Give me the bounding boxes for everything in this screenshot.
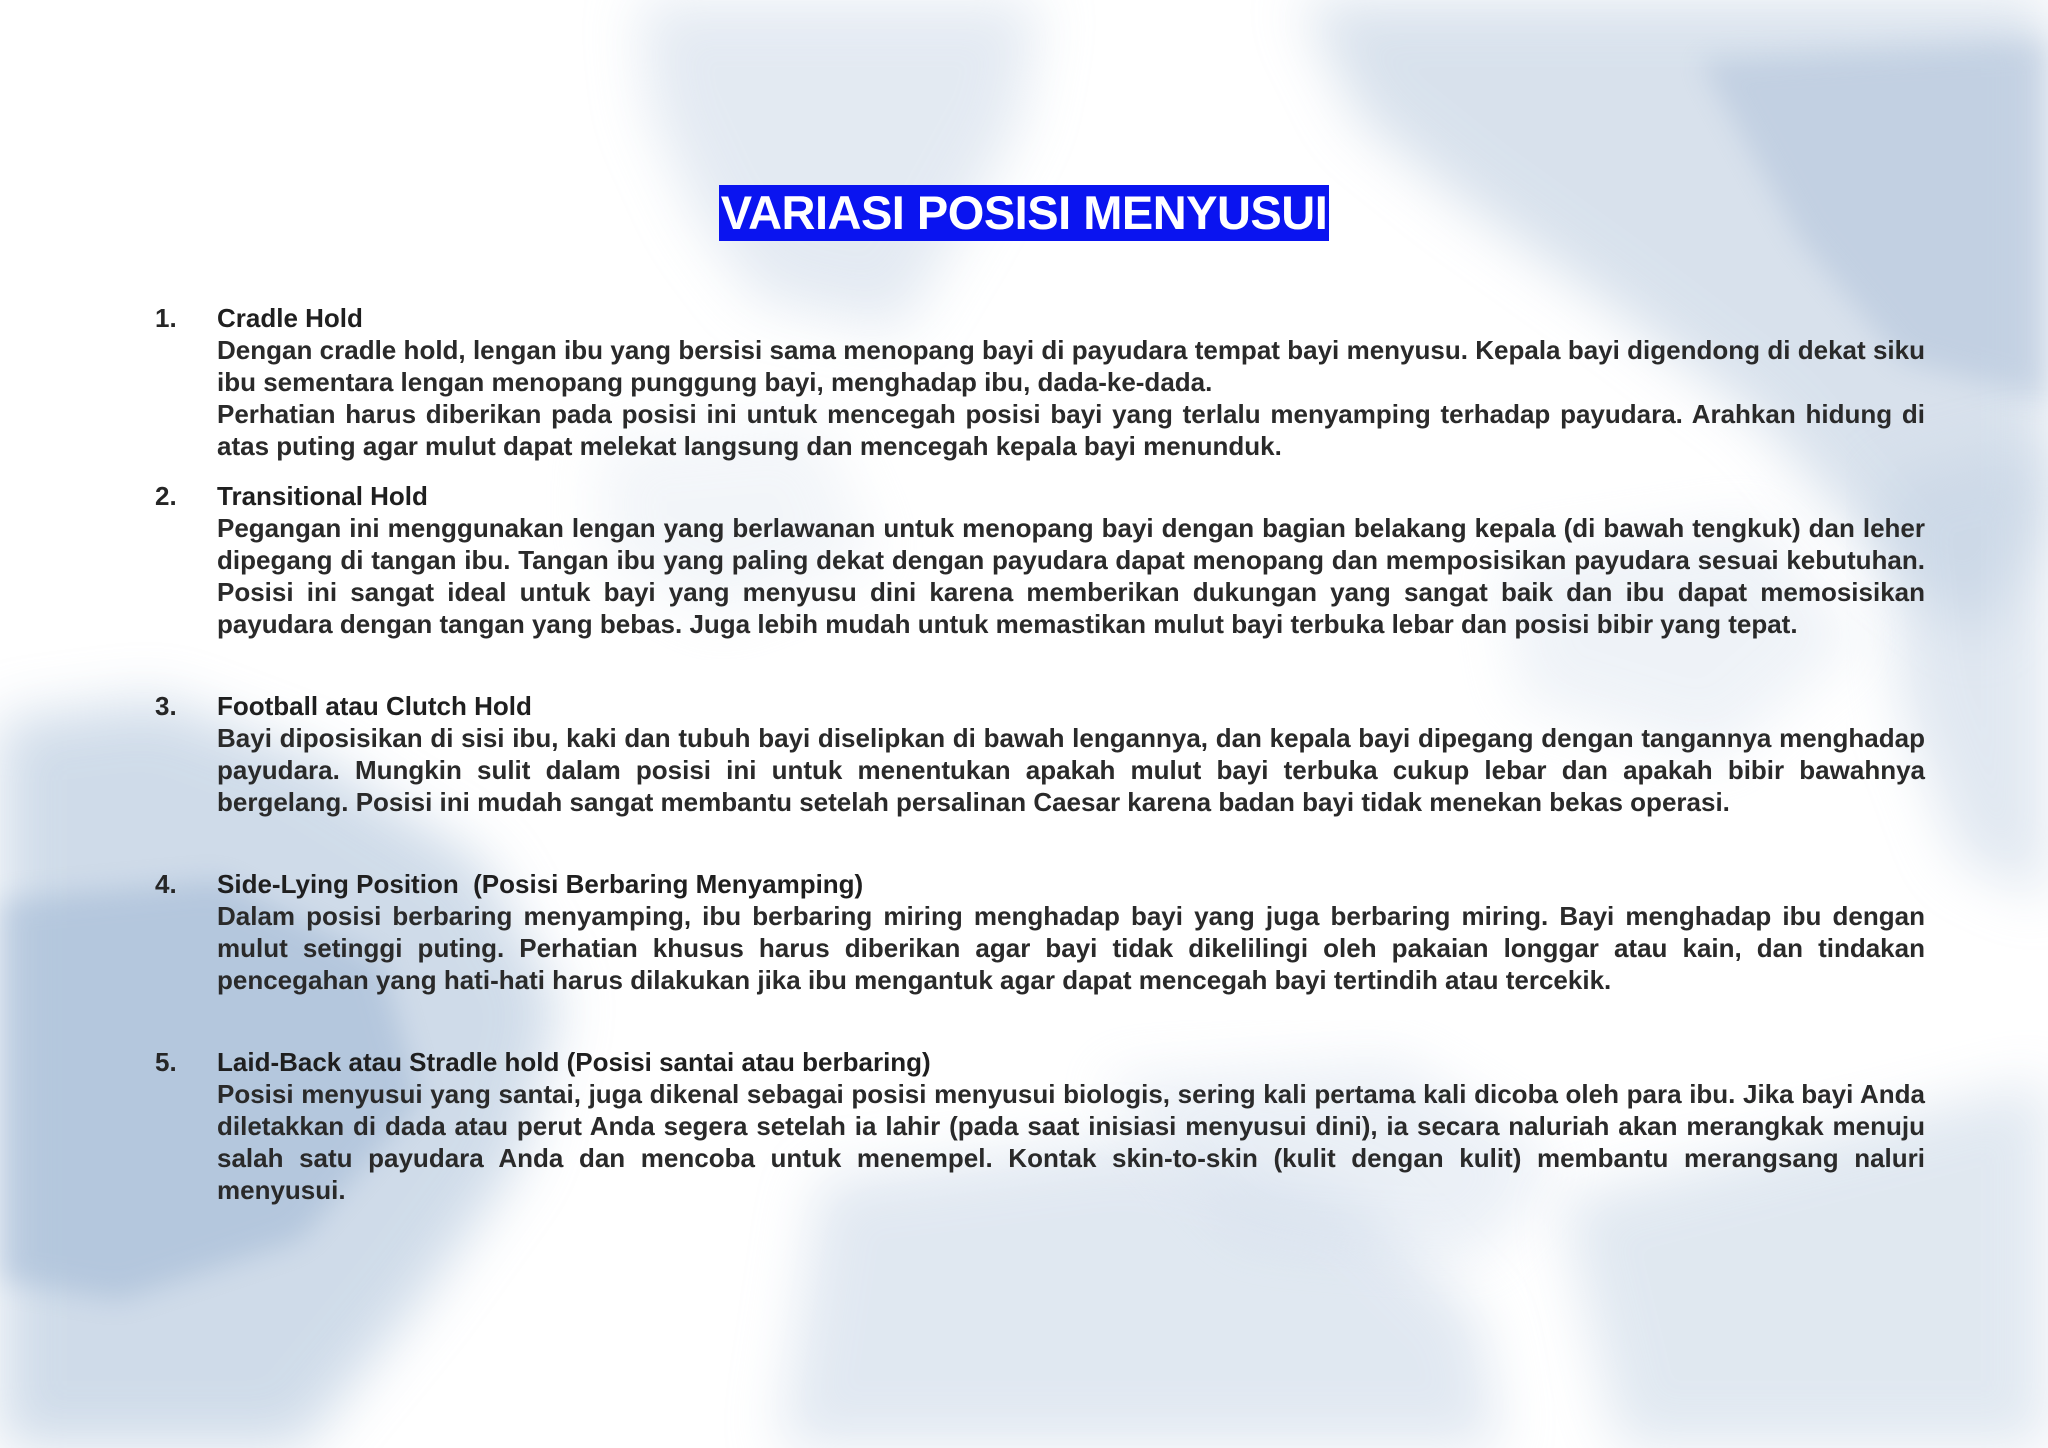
item-paragraph: Perhatian harus diberikan pada posisi ini untuk mencegah posisi bayi yang terlalu menyamping terhadap payudara. Arahkan hidung di atas puting agar mulut dapat melekat langsung dan mencegah kepala bayi menunduk. bbox=[217, 399, 1925, 461]
item-paragraph: Pegangan ini menggunakan lengan yang berlawanan untuk menopang bayi dengan bagian belakang kepala (di bawah tengkuk) dan leher dipegang di tangan ibu. Tangan ibu yang paling dekat dengan payudara dapat menopang dan memposisikan payudara sesuai kebutuhan. Posisi ini sangat ideal untuk bayi yang menyusu dini karena memberikan dukungan yang sangat baik dan ibu dapat memosisikan payudara dengan tangan yang bebas. Juga lebih mudah untuk memastikan mulut bayi terbuka lebar dan posisi bibir yang tepat. bbox=[217, 513, 1925, 639]
item-paragraph: Dengan cradle hold, lengan ibu yang bersisi sama menopang bayi di payudara tempat bayi menyusu. Kepala bayi digendong di dekat siku ibu sementara lengan menopang punggung bayi, menghadap ibu, dada-ke-dada. bbox=[217, 335, 1925, 397]
item-paragraph: Dalam posisi berbaring menyamping, ibu berbaring miring menghadap bayi yang juga berbaring miring. Bayi menghadap ibu dengan mulut setinggi puting. Perhatian khusus harus diberikan agar bayi tidak dikelilingi oleh pakaian longgar atau kain, dan tindakan pencegahan yang hati-hati harus dilakukan jika ibu mengantuk agar dapat mencegah bayi tertindih atau tercekik. bbox=[217, 901, 1925, 995]
list-item-cradle-hold bbox=[155, 302, 1925, 462]
list-item-laid-back-hold bbox=[155, 1046, 1925, 1206]
item-number: 2. bbox=[155, 481, 177, 511]
item-heading: Side-Lying Position (Posisi Berbaring Menyamping) bbox=[217, 869, 864, 899]
item-heading: Laid-Back atau Stradle hold (Posisi santai atau berbaring) bbox=[217, 1047, 931, 1077]
item-heading: Cradle Hold bbox=[217, 303, 363, 333]
item-heading: Football atau Clutch Hold bbox=[217, 691, 532, 721]
item-heading: Transitional Hold bbox=[217, 481, 428, 511]
list-item-side-lying-position bbox=[155, 868, 1925, 996]
item-paragraph: Posisi menyusui yang santai, juga dikenal sebagai posisi menyusui biologis, sering kali pertama kali dicoba oleh para ibu. Jika bayi Anda diletakkan di dada atau perut Anda segera setelah ia lahir (pada saat inisiasi menyusui dini), ia secara naluriah akan merangkak menuju salah satu payudara Anda dan mencoba untuk menempel. Kontak skin-to-skin (kulit dengan kulit) membantu merangsang naluri menyusui. bbox=[217, 1079, 1925, 1205]
item-number: 1. bbox=[155, 303, 177, 333]
position-list bbox=[155, 302, 1925, 1206]
item-number: 4. bbox=[155, 869, 177, 899]
item-number: 3. bbox=[155, 691, 177, 721]
page-title: VARIASI POSISI MENYUSUI bbox=[720, 186, 1328, 239]
title-container bbox=[0, 185, 2048, 241]
list-item-football-hold bbox=[155, 690, 1925, 818]
item-paragraph: Bayi diposisikan di sisi ibu, kaki dan tubuh bayi diselipkan di bawah lengannya, dan kepala bayi dipegang dengan tangannya menghadap payudara. Mungkin sulit dalam posisi ini untuk menentukan apakah mulut bayi terbuka cukup lebar dan apakah bibir bawahnya bergelang. Posisi ini mudah sangat membantu setelah persalinan Caesar karena badan bayi tidak menekan bekas operasi. bbox=[217, 723, 1925, 817]
item-number: 5. bbox=[155, 1047, 177, 1077]
list-item-transitional-hold bbox=[155, 480, 1925, 640]
